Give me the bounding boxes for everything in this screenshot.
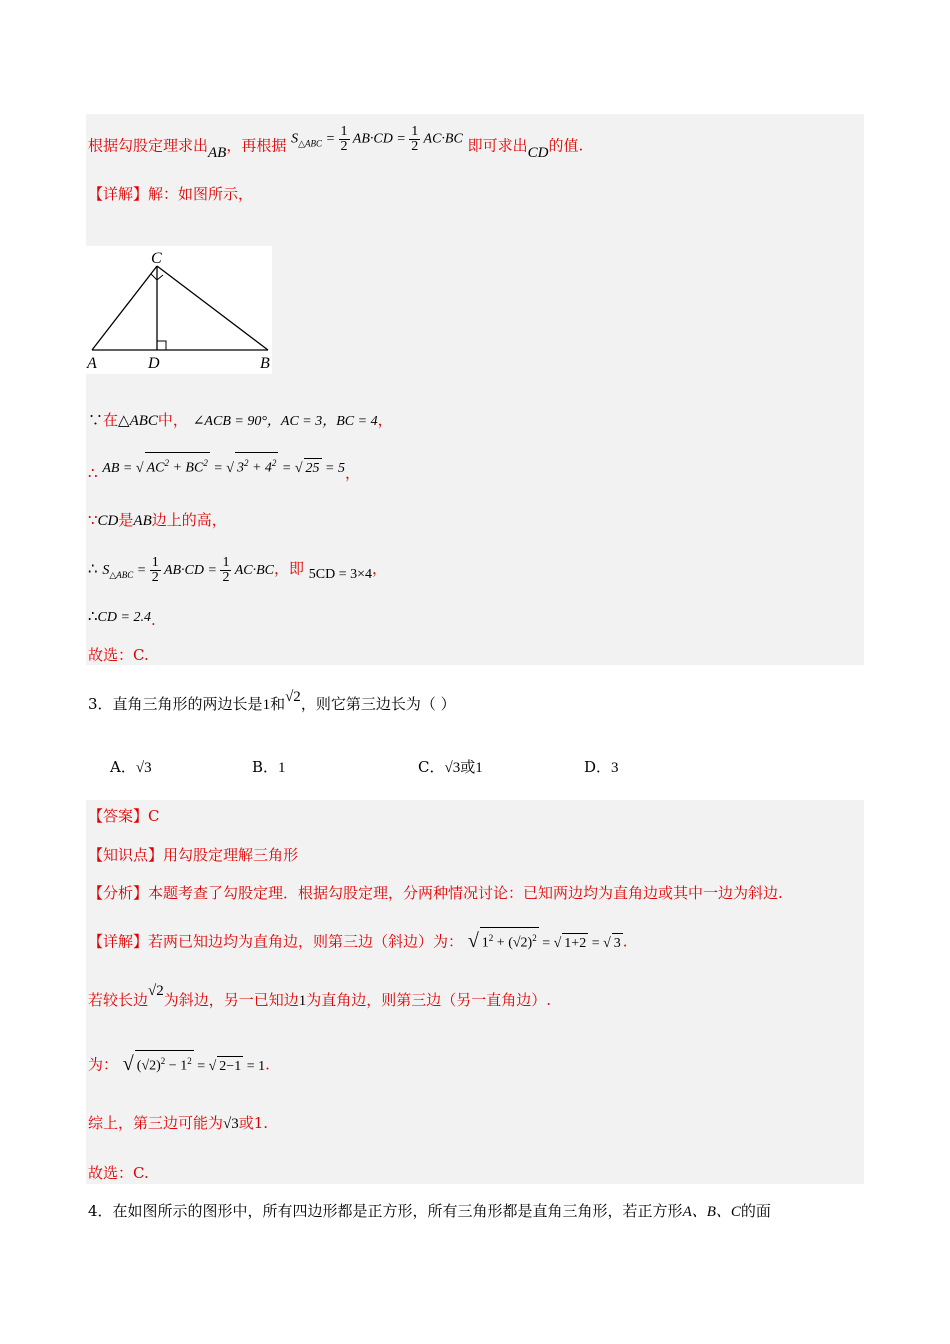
- label-b: B: [260, 355, 270, 372]
- area-formula: $S_{\triangle ABC}$ = $\frac{1}{2}$ AB·CD = $\frac{1}{2}$ AC·BC: [291, 124, 463, 154]
- question-4: 4．在如图所示的图形中，所有四边形都是正方形，所有三角形都是直角三角形，若正方形A、B、C的面: [88, 1202, 771, 1220]
- analysis-line: 【分析】本题考查了勾股定理．根据勾股定理，分两种情况讨论：已知两边均为直角边或其中一边为斜边.: [88, 884, 783, 902]
- label-d: D: [148, 355, 160, 372]
- question-3: 3．直角三角形的两边长是1和√2，则它第三边长为（ ）: [88, 689, 456, 713]
- choose-line-2: 故选：C.: [88, 1164, 149, 1182]
- cd-symbol: CD: [527, 144, 549, 161]
- triangle-diagram: [86, 246, 272, 374]
- step2-equation: AB = √ $AC^2 + BC^2$ = √ $3^2 + 4^2$ = √ 25 = 5: [102, 461, 345, 476]
- detail-line-5: 为： √ $(√2)^2 - 1^2$ = √ 2−1 = 1.: [88, 1050, 270, 1077]
- label-a: A: [87, 355, 97, 372]
- step-4: ∴ $S_{\triangle ABC}$ = $\frac{1}{2}$ AB·CD = $\frac{1}{2}$ AC·BC，即 5CD = 3×4，: [88, 555, 388, 585]
- solution-intro-line: 根据勾股定理求出AB，再根据 $S_{\triangle ABC}$ = $\frac{1}{2}$ AB·CD = $\frac{1}{2}$ AC·BC 即可求出CD的值.: [88, 124, 584, 161]
- answer-line: 【答案】C: [88, 807, 160, 825]
- hypotenuse-equation: √ $1^2 + (√2)^2$ = √ 1+2 = √ 3: [468, 936, 623, 951]
- step-1: ∵在△ABC中， ∠ACB = 90°，AC = 3，BC = 4，: [88, 411, 393, 429]
- step-2: ∴ AB = √ $AC^2 + BC^2$ = √ $3^2 + 4^2$ = √ 25 = 5，: [88, 452, 360, 479]
- choose-line-1: 故选：C.: [88, 646, 149, 664]
- option-d[interactable]: D．3: [584, 758, 619, 776]
- triangle-figure: [86, 246, 272, 374]
- step-5: ∴CD = 2.4.: [88, 607, 156, 629]
- option-b[interactable]: B．1: [252, 758, 286, 776]
- label-c: C: [151, 250, 162, 267]
- step-3: ∵CD是AB边上的高，: [88, 511, 227, 529]
- option-a[interactable]: A．√3: [110, 758, 152, 776]
- ab-symbol: AB: [208, 144, 227, 161]
- knowledge-point-line: 【知识点】用勾股定理解三角形: [88, 846, 299, 864]
- option-c[interactable]: C．√3或1: [418, 758, 483, 776]
- detail-line-3: 【详解】若两已知边均为直角边，则第三边（斜边）为： √ $1^2 + (√2)^2$ = √ 1+2 = √ 3 .: [88, 927, 628, 954]
- detail-line-4: 若较长边√2为斜边，另一已知边1为直角边，则第三边（另一直角边）.: [88, 983, 552, 1009]
- leg-equation: √ $(√2)^2 - 1^2$ = √ 2−1 = 1: [123, 1059, 265, 1074]
- step4-equation: $S_{\triangle ABC}$ = $\frac{1}{2}$ AB·CD = $\frac{1}{2}$ AC·BC: [102, 555, 274, 585]
- detail-heading: 【详解】解：如图所示，: [88, 185, 254, 203]
- summary-line: 综上，第三边可能为√3或1.: [88, 1114, 269, 1132]
